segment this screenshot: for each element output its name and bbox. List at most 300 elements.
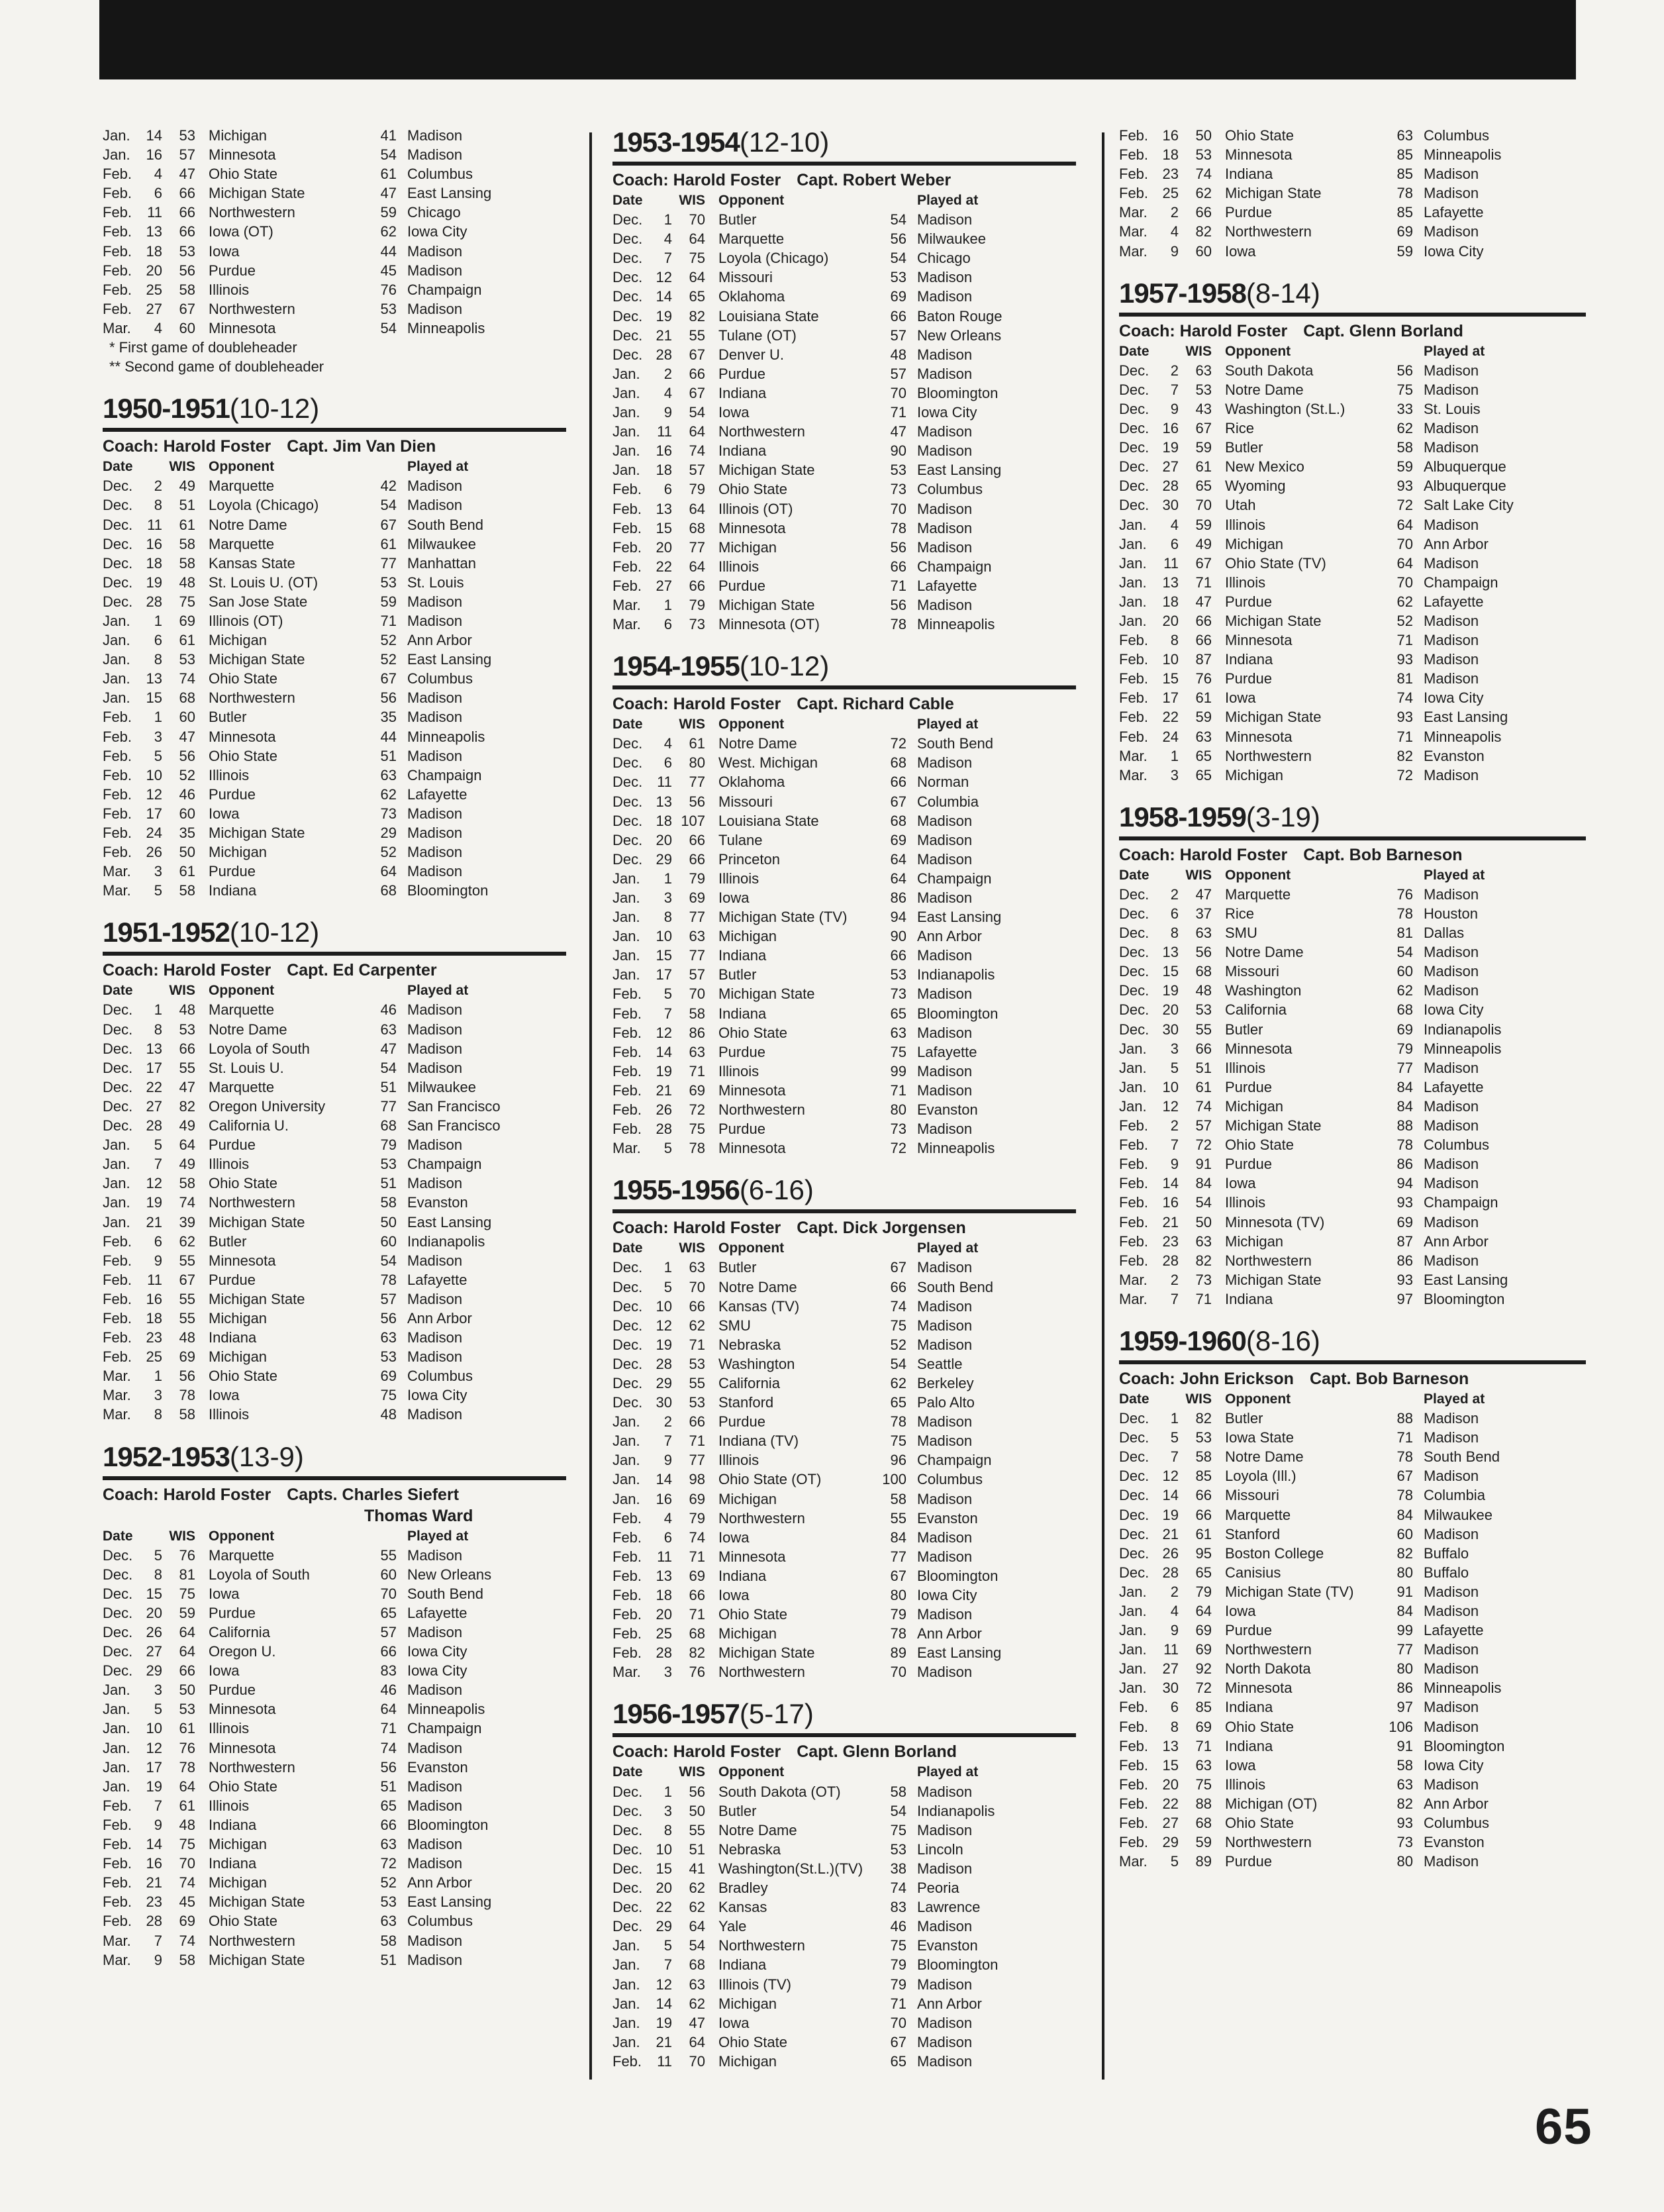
header-played-at: Played at — [1424, 1391, 1485, 1407]
game-row — [1119, 1466, 1586, 1485]
game-site: Madison — [917, 1081, 973, 1099]
wisconsin-score: 82 — [689, 307, 705, 325]
game-site: Madison — [1424, 1641, 1479, 1658]
game-row — [612, 1393, 1076, 1412]
game-day: 14 — [1162, 1175, 1179, 1192]
opponent-name: Missouri — [1225, 1487, 1279, 1504]
game-day: 12 — [656, 1317, 672, 1334]
coach-name: Coach: Harold Foster — [1119, 845, 1288, 864]
game-row — [103, 222, 566, 241]
game-day: 4 — [663, 230, 672, 248]
season-underline — [1119, 1360, 1586, 1364]
wisconsin-score: 75 — [689, 250, 705, 267]
game-site: East Lansing — [407, 651, 492, 668]
game-row — [1119, 1717, 1586, 1736]
opponent-name: California U. — [209, 1117, 289, 1134]
game-month: Dec. — [1119, 1001, 1150, 1019]
game-month: Feb. — [612, 1121, 642, 1138]
game-day: 17 — [146, 805, 162, 822]
wisconsin-score: 64 — [689, 500, 705, 517]
opponent-name: Minnesota — [718, 519, 786, 536]
game-day: 5 — [663, 1278, 672, 1295]
opponent-score: 80 — [890, 1587, 906, 1603]
game-month: Dec. — [1119, 420, 1150, 437]
opponent-name: Purdue — [718, 1413, 765, 1431]
wisconsin-score: 91 — [1195, 1156, 1212, 1173]
season-block — [103, 916, 566, 1424]
header-played-at: Played at — [407, 459, 469, 475]
coach-name: Coach: Harold Foster — [612, 171, 781, 189]
game-site: Madison — [407, 1252, 463, 1269]
game-month: Dec. — [1119, 1468, 1150, 1485]
game-site: Minneapolis — [407, 728, 485, 745]
opponent-name: Michigan — [718, 1995, 777, 2012]
game-day: 28 — [656, 346, 672, 363]
game-day: 18 — [146, 554, 162, 572]
header-opponent: Opponent — [1225, 343, 1291, 359]
wisconsin-score: 56 — [689, 1783, 705, 1800]
opponent-score: 73 — [890, 1121, 906, 1138]
game-month: Dec. — [612, 812, 643, 829]
season-block — [1119, 277, 1586, 785]
opponent-score: 99 — [890, 1062, 906, 1080]
captain-name: Capt. Dick Jorgensen — [797, 1219, 966, 1238]
game-row — [612, 792, 1076, 811]
game-site: Houston — [1424, 905, 1478, 922]
opponent-score: 91 — [1396, 1737, 1413, 1754]
game-row — [1119, 1813, 1586, 1833]
opponent-score: 74 — [890, 1297, 906, 1315]
game-row — [612, 1258, 1076, 1277]
game-month: Dec. — [1119, 458, 1150, 476]
game-month: Dec. — [103, 1566, 133, 1583]
game-row — [103, 1931, 566, 1950]
game-day: 24 — [1162, 728, 1179, 745]
wisconsin-score: 66 — [1195, 612, 1212, 629]
game-month: Feb. — [612, 1081, 642, 1099]
wisconsin-score: 71 — [689, 1606, 705, 1623]
opponent-score: 53 — [380, 300, 397, 317]
game-day: 2 — [1170, 1117, 1179, 1134]
game-month: Jan. — [103, 1701, 130, 1718]
opponent-name: Indiana — [1225, 1737, 1273, 1754]
wisconsin-score: 71 — [689, 1548, 705, 1565]
game-row — [612, 519, 1076, 538]
game-day: 29 — [656, 850, 672, 868]
wisconsin-score: 47 — [179, 1078, 195, 1095]
opponent-score: 74 — [890, 1880, 906, 1897]
game-row — [1119, 1270, 1586, 1289]
game-day: 16 — [1162, 1194, 1179, 1211]
game-day: 28 — [146, 1117, 162, 1134]
game-month: Dec. — [1119, 925, 1150, 942]
opponent-name: Ohio State — [209, 1778, 277, 1795]
opponent-score: 75 — [1396, 381, 1413, 398]
wisconsin-score: 64 — [179, 1624, 195, 1640]
opponent-name: Purdue — [1225, 1853, 1272, 1870]
opponent-score: 54 — [380, 319, 397, 336]
wisconsin-score: 52 — [179, 766, 195, 783]
wisconsin-score: 48 — [179, 1001, 195, 1019]
game-site: Madison — [1424, 362, 1479, 379]
game-row — [103, 1854, 566, 1873]
wisconsin-score: 54 — [1195, 1194, 1212, 1211]
game-month: Jan. — [612, 1956, 640, 1974]
opponent-name: Washington — [718, 1355, 795, 1372]
game-day: 20 — [146, 262, 162, 279]
game-month: Dec. — [612, 1821, 643, 1838]
header-date: Date — [103, 459, 133, 475]
opponent-score: 80 — [1396, 1660, 1413, 1678]
opponent-name: Nebraska — [718, 1840, 781, 1858]
header-opponent: Opponent — [1225, 1391, 1291, 1407]
game-day: 28 — [1162, 478, 1179, 495]
opponent-score: 60 — [1396, 1525, 1413, 1542]
game-site: Madison — [917, 1783, 973, 1800]
opponent-score: 67 — [890, 2033, 906, 2050]
wisconsin-score: 53 — [179, 242, 195, 260]
game-row — [612, 1936, 1076, 1955]
game-row — [612, 460, 1076, 479]
game-site: Madison — [917, 889, 973, 906]
game-row — [103, 1251, 566, 1270]
game-row — [103, 1174, 566, 1193]
wisconsin-score: 69 — [1195, 1641, 1212, 1658]
game-site: Madison — [1424, 612, 1479, 629]
opponent-score: 44 — [380, 242, 397, 260]
game-day: 18 — [1162, 593, 1179, 610]
game-day: 19 — [1162, 1506, 1179, 1523]
game-site: Madison — [1424, 166, 1479, 183]
game-month: Feb. — [612, 1567, 642, 1584]
game-day: 10 — [1162, 1078, 1179, 1095]
game-row — [612, 1994, 1076, 2013]
game-day: 9 — [1170, 1622, 1179, 1639]
game-row — [1119, 611, 1586, 630]
opponent-name: Iowa State — [1225, 1429, 1294, 1446]
game-site: Dallas — [1424, 925, 1465, 942]
season-year: 1954-1955 — [612, 650, 740, 682]
game-month: Feb. — [1119, 689, 1149, 707]
game-day: 12 — [146, 1739, 162, 1756]
game-row — [103, 669, 566, 688]
opponent-score: 60 — [1396, 963, 1413, 980]
game-row — [1119, 203, 1586, 222]
opponent-score: 29 — [380, 825, 397, 841]
game-row — [1119, 573, 1586, 592]
season-title — [612, 126, 1076, 159]
wisconsin-score: 65 — [1195, 478, 1212, 495]
game-row — [103, 1584, 566, 1603]
opponent-score: 66 — [890, 1278, 906, 1295]
game-day: 7 — [663, 1433, 672, 1450]
game-row — [1119, 1736, 1586, 1756]
header-played-at: Played at — [917, 1240, 979, 1256]
header-wis: WIS — [1185, 1391, 1212, 1407]
game-site: New Orleans — [917, 327, 1002, 344]
game-month: Mar. — [103, 319, 131, 336]
game-row — [1119, 1251, 1586, 1270]
opponent-score: 60 — [380, 1566, 397, 1583]
game-site: Champaign — [1424, 574, 1498, 591]
game-day: 28 — [146, 593, 162, 610]
game-site: Madison — [917, 1062, 973, 1080]
game-site: Columbia — [1424, 1487, 1485, 1504]
opponent-name: South Dakota — [1225, 362, 1314, 379]
opponent-name: St. Louis U. (OT) — [209, 574, 318, 591]
game-row — [612, 1023, 1076, 1042]
opponent-name: Bradley — [718, 1880, 768, 1897]
game-row — [103, 1873, 566, 1892]
game-day: 19 — [146, 574, 162, 591]
game-month: Feb. — [103, 1816, 132, 1833]
opponent-name: Loyola (Ill.) — [1225, 1468, 1297, 1485]
game-day: 21 — [1162, 1213, 1179, 1231]
season-record: (13-9) — [229, 1440, 304, 1472]
header-played-at: Played at — [407, 1528, 469, 1544]
coach-name: Coach: John Erickson — [1119, 1369, 1294, 1388]
wisconsin-score: 55 — [1195, 1021, 1212, 1038]
opponent-name: Tulane — [718, 831, 763, 848]
game-day: 27 — [146, 300, 162, 317]
game-row — [1119, 1852, 1586, 1871]
game-month: Jan. — [103, 1194, 130, 1211]
game-month: Feb. — [103, 805, 132, 822]
game-site: Evanston — [1424, 1834, 1485, 1851]
game-site: Madison — [407, 805, 463, 822]
opponent-name: Illinois — [209, 1406, 250, 1423]
opponent-score: 68 — [890, 812, 906, 829]
game-day: 19 — [656, 1062, 672, 1080]
season-block — [612, 1174, 1076, 1682]
opponent-score: 53 — [890, 462, 906, 479]
schedule-header — [612, 191, 1076, 210]
wisconsin-score: 50 — [1195, 127, 1212, 144]
opponent-score: 70 — [380, 1585, 397, 1602]
game-site: Columbus — [1424, 1136, 1490, 1154]
game-month: Mar. — [1119, 766, 1148, 783]
opponent-name: Ohio State — [718, 1606, 787, 1623]
wisconsin-score: 79 — [689, 1509, 705, 1527]
game-month: Feb. — [103, 300, 132, 317]
wisconsin-score: 77 — [689, 909, 705, 926]
game-day: 15 — [146, 1585, 162, 1602]
footnote: ** Second game of doubleheader — [109, 358, 324, 376]
game-month: Feb. — [612, 558, 642, 575]
opponent-score: 67 — [890, 1259, 906, 1276]
game-day: 9 — [1170, 1156, 1179, 1173]
opponent-name: Minnesota — [718, 1081, 786, 1099]
game-month: Feb. — [103, 1855, 132, 1872]
game-row — [612, 1662, 1076, 1682]
opponent-score: 73 — [380, 805, 397, 822]
game-site: Lafayette — [407, 1271, 467, 1288]
wisconsin-score: 74 — [179, 1874, 195, 1891]
game-site: Madison — [1424, 381, 1479, 398]
game-day: 3 — [1170, 1040, 1179, 1057]
wisconsin-score: 76 — [1195, 670, 1212, 687]
wisconsin-score: 50 — [1195, 1213, 1212, 1231]
opponent-name: Michigan State — [718, 1644, 815, 1662]
opponent-name: Butler — [718, 1259, 757, 1276]
game-day: 5 — [154, 1701, 162, 1718]
opponent-score: 78 — [1396, 1448, 1413, 1466]
game-month: Jan. — [612, 1937, 640, 1954]
game-month: Jan. — [103, 1739, 130, 1756]
game-month: Dec. — [612, 1918, 643, 1935]
opponent-score: 89 — [890, 1644, 906, 1662]
opponent-score: 69 — [1396, 1021, 1413, 1038]
game-day: 4 — [1170, 1603, 1179, 1619]
opponent-name: Michigan State — [209, 1893, 305, 1911]
season-title — [1119, 801, 1586, 834]
game-site: Berkeley — [917, 1374, 974, 1391]
game-month: Feb. — [103, 1329, 132, 1346]
opponent-score: 68 — [380, 1117, 397, 1134]
wisconsin-score: 64 — [689, 1918, 705, 1935]
opponent-name: Illinois — [1225, 574, 1266, 591]
opponent-name: South Dakota (OT) — [718, 1783, 841, 1800]
game-row — [103, 842, 566, 862]
game-site: Champaign — [917, 558, 992, 575]
game-month: Feb. — [103, 785, 132, 803]
captain-name: Capt. Ed Carpenter — [287, 961, 437, 980]
game-site: Madison — [917, 288, 973, 305]
game-month: Jan. — [103, 146, 130, 164]
opponent-score: 64 — [890, 870, 906, 887]
game-day: 15 — [1162, 963, 1179, 980]
game-day: 27 — [1162, 458, 1179, 476]
game-row — [103, 746, 566, 766]
season-underline — [103, 952, 566, 956]
game-month: Dec. — [103, 1604, 133, 1621]
game-row — [103, 515, 566, 534]
opponent-name: Northwestern — [209, 300, 295, 317]
game-day: 28 — [656, 1121, 672, 1138]
wisconsin-score: 66 — [1195, 1487, 1212, 1504]
game-day: 1 — [1170, 1410, 1179, 1427]
coach-name: Coach: Harold Foster — [103, 1485, 271, 1504]
wisconsin-score: 66 — [689, 1587, 705, 1603]
game-row — [612, 268, 1076, 287]
game-day: 6 — [154, 185, 162, 202]
season-underline — [103, 1476, 566, 1480]
game-site: Madison — [917, 1490, 973, 1507]
opponent-name: Rice — [1225, 905, 1255, 922]
game-day: 18 — [656, 462, 672, 479]
game-row — [612, 1547, 1076, 1566]
game-day: 4 — [663, 384, 672, 401]
game-site: Norman — [917, 774, 969, 791]
opponent-name: Oregon U. — [209, 1643, 276, 1660]
opponent-name: Purdue — [209, 863, 256, 880]
opponent-name: Indiana — [718, 1005, 767, 1022]
opponent-name: Minnesota (OT) — [718, 616, 820, 633]
game-month: Dec. — [1119, 1487, 1150, 1504]
game-site: Evanston — [1424, 747, 1485, 764]
game-day: 1 — [663, 596, 672, 613]
opponent-score: 70 — [890, 500, 906, 517]
game-row — [103, 554, 566, 573]
wisconsin-score: 50 — [179, 844, 195, 861]
wisconsin-score: 62 — [179, 1232, 195, 1250]
game-month: Jan. — [612, 1413, 640, 1431]
opponent-score: 77 — [1396, 1059, 1413, 1076]
opponent-score: 71 — [1396, 632, 1413, 649]
game-day: 22 — [1162, 709, 1179, 726]
game-row — [612, 1624, 1076, 1643]
game-month: Mar. — [612, 1664, 641, 1681]
game-row — [103, 804, 566, 823]
wisconsin-score: 49 — [1195, 535, 1212, 552]
opponent-name: Notre Dame — [718, 1278, 797, 1295]
wisconsin-score: 62 — [689, 1317, 705, 1334]
opponent-name: Northwestern — [1225, 1641, 1312, 1658]
game-month: Jan. — [612, 889, 640, 906]
game-month: Jan. — [612, 462, 640, 479]
opponent-name: SMU — [1225, 925, 1257, 942]
wisconsin-score: 63 — [1195, 925, 1212, 942]
wisconsin-score: 66 — [179, 1662, 195, 1680]
opponent-score: 75 — [380, 1387, 397, 1404]
game-row — [1119, 1775, 1586, 1794]
game-site: Madison — [917, 1317, 973, 1334]
coach-line — [612, 1741, 1076, 1762]
opponent-name: Michigan State — [209, 185, 305, 202]
game-day: 14 — [146, 1836, 162, 1853]
game-day: 20 — [1162, 612, 1179, 629]
wisconsin-score: 56 — [1195, 944, 1212, 961]
game-site: Ann Arbor — [917, 928, 982, 945]
opponent-score: 62 — [380, 223, 397, 240]
wisconsin-score: 39 — [179, 1213, 195, 1231]
game-site: Madison — [917, 850, 973, 868]
opponent-name: Northwestern — [1225, 1834, 1312, 1851]
game-site: Madison — [1424, 651, 1479, 668]
header-date: Date — [612, 717, 643, 732]
opponent-name: Ohio State — [209, 1913, 277, 1930]
game-site: Manhattan — [407, 554, 476, 572]
game-site: Madison — [407, 747, 463, 764]
opponent-name: Michigan — [718, 538, 777, 556]
game-day: 20 — [656, 831, 672, 848]
coach-line — [1119, 844, 1586, 866]
wisconsin-score: 82 — [1195, 223, 1212, 240]
game-day: 16 — [1162, 127, 1179, 144]
season-underline — [1119, 836, 1586, 840]
game-month: Feb. — [1119, 1194, 1149, 1211]
game-site: Columbus — [917, 481, 983, 498]
game-month: Dec. — [612, 1783, 643, 1800]
game-month: Feb. — [612, 577, 642, 594]
game-row — [103, 261, 566, 280]
game-month: Jan. — [103, 632, 130, 649]
game-month: Feb. — [1119, 1699, 1149, 1716]
game-site: South Bend — [1424, 1448, 1500, 1466]
wisconsin-score: 67 — [1195, 420, 1212, 437]
game-month: Dec. — [612, 327, 643, 344]
game-day: 28 — [1162, 1252, 1179, 1269]
season-title — [1119, 277, 1586, 310]
game-day: 14 — [656, 1043, 672, 1060]
game-day: 10 — [656, 928, 672, 945]
game-row — [103, 881, 566, 900]
opponent-score: 51 — [380, 747, 397, 764]
wisconsin-score: 53 — [1195, 381, 1212, 398]
game-site: Ann Arbor — [1424, 535, 1489, 552]
game-site: Madison — [1424, 1117, 1479, 1134]
game-month: Feb. — [1119, 166, 1149, 183]
